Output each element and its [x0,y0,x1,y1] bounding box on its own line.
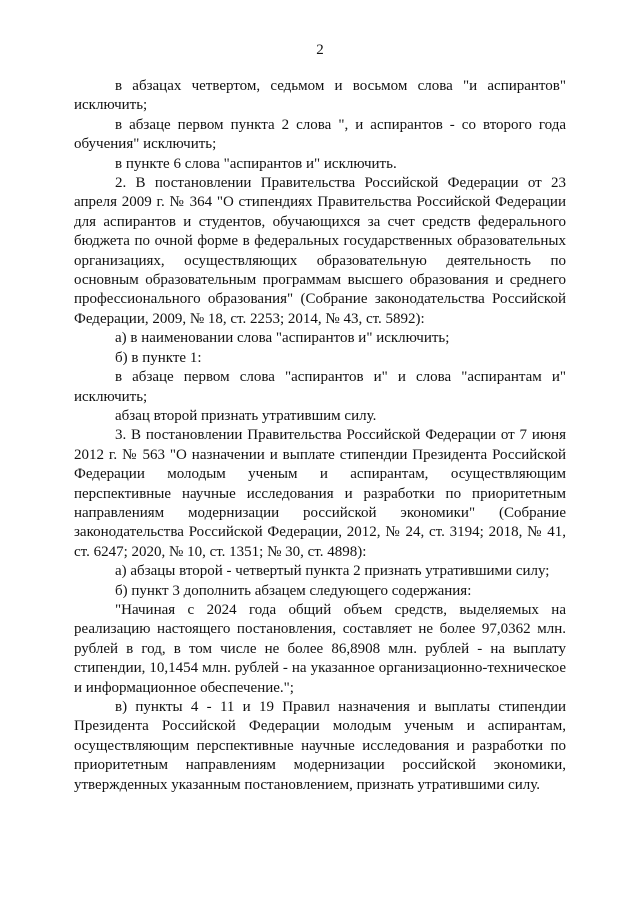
paragraph: б) в пункте 1: [115,349,202,366]
paragraph: в абзаце первом пункта 2 слова ", и аспирантов - со второго года обучения" исключить; [74,116,566,153]
paragraph: 3. В постановлении Правительства Российской Федерации от 7 июня 2012 г. № 563 "О назначении и выплате стипендии Президента Российской Федерации молодым ученым и аспирантам, осуществляющим перспективные научные исследования и разработки по приоритетным направлениям модернизации российской экономики" (Собрание законодательства Российской Федерации, 2012, № 24, ст. 3194; 2018, № 41, ст. 6247; 2020, № 10, ст. 1351; № 30, ст. 4898): [74,427,566,560]
paragraph: в пункте 6 слова "аспирантов и" исключить. [115,155,397,172]
paragraph: абзац второй признать утратившим силу. [115,407,377,424]
page-number: 2 [316,42,324,58]
paragraph: а) абзацы второй - четвертый пункта 2 признать утратившими силу; [115,563,550,580]
paragraph: в абзацах четвертом, седьмом и восьмом слова "и аспирантов" исключить; [74,78,566,114]
paragraph: а) в наименовании слова "аспирантов и" исключить; [115,330,450,347]
paragraph: б) пункт 3 дополнить абзацем следующего содержания: [115,582,472,599]
paragraph: "Начиная с 2024 года общий объем средств, выделяемых на реализацию настоящего постановления, составляет не более 97,0362 млн. рублей в год, в том числе не более 86,8908 млн. рублей - на выплату стипендии, 10,1454 млн. рублей - на указанное организационно-техническое и информационное обеспечение."; [74,601,566,696]
paragraph: в абзаце первом слова "аспирантов и" и слова "аспирантам и" исключить; [74,369,566,405]
paragraph: 2. В постановлении Правительства Российской Федерации от 23 апреля 2009 г. № 364 "О стипендиях Правительства Российской Федерации для аспирантов и студентов, обучающихся за счет средств федерального бюджета по очной форме в федеральных государственных образовательных организациях, осуществляющих образовательную деятельность по основным образовательным программам высшего образования и среднего профессионального образования" (Собрание законодательства Российской Федерации, 2009, № 18, ст. 2253; 2014, № 43, ст. 5892): [74,175,566,327]
document-body [74,77,566,795]
paragraph: в) пункты 4 - 11 и 19 Правил назначения и выплаты стипендии Президента Российской Федерации молодым ученым и аспирантам, осуществляющим перспективные научные исследования и разработки по приоритетным направлениям модернизации российской экономики, утвержденных указанным постановлением, признать утратившими силу. [74,699,566,793]
